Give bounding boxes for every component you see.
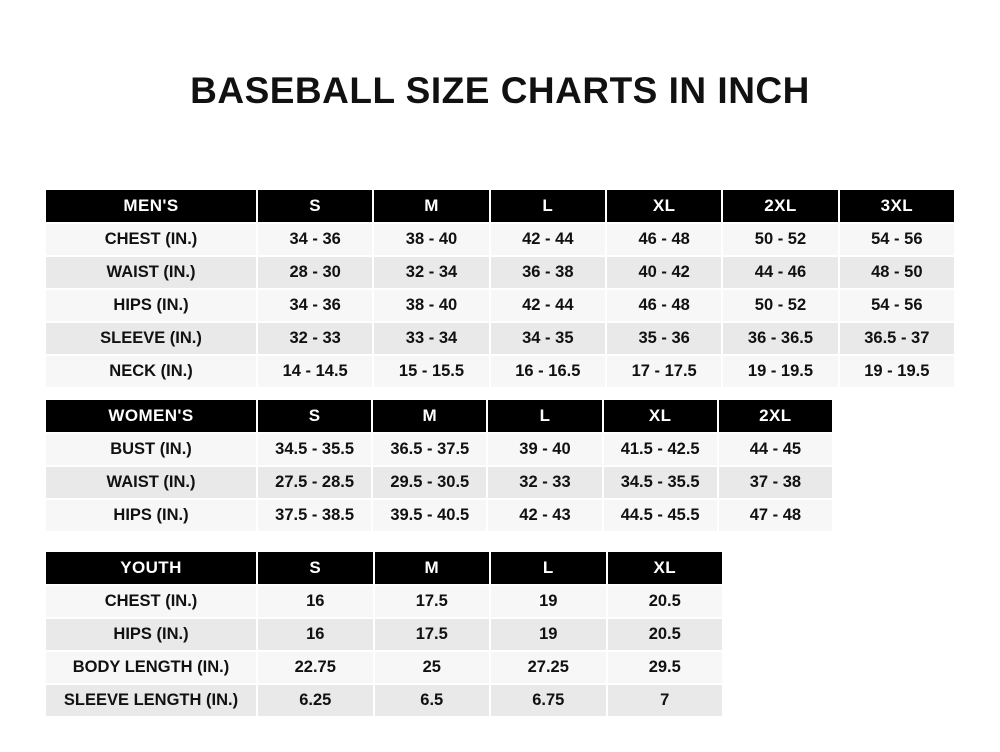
table-cell: 54 - 56 xyxy=(839,289,955,322)
table-cell: 19 xyxy=(490,618,607,651)
table-cell: 42 - 43 xyxy=(487,499,602,532)
table-cell: 35 - 36 xyxy=(606,322,722,355)
column-header: MEN'S xyxy=(45,189,257,223)
table-cell: 20.5 xyxy=(607,618,724,651)
table-cell: 22.75 xyxy=(257,651,374,684)
table-cell: 40 - 42 xyxy=(606,256,722,289)
table-cell: 39 - 40 xyxy=(487,433,602,466)
table-cell: 16 - 16.5 xyxy=(490,355,606,388)
table-cell: 46 - 48 xyxy=(606,289,722,322)
column-header: M xyxy=(374,551,491,585)
table-cell: 50 - 52 xyxy=(722,223,838,256)
table-cell: 27.25 xyxy=(490,651,607,684)
table-cell: 16 xyxy=(257,585,374,618)
table-cell: 32 - 34 xyxy=(373,256,489,289)
column-header: XL xyxy=(603,399,718,433)
column-header: S xyxy=(257,189,373,223)
table-row xyxy=(45,322,955,355)
table-cell: 14 - 14.5 xyxy=(257,355,373,388)
womens-size-table-container xyxy=(44,398,834,533)
mens-size-table xyxy=(44,188,956,389)
table-cell: 17.5 xyxy=(374,585,491,618)
column-header: L xyxy=(487,399,602,433)
youth-size-table-container xyxy=(44,550,724,718)
table-cell: 36 - 36.5 xyxy=(722,322,838,355)
table-header-row xyxy=(45,399,833,433)
table-cell: 16 xyxy=(257,618,374,651)
table-row xyxy=(45,466,833,499)
table-cell: 6.5 xyxy=(374,684,491,717)
row-label: BODY LENGTH (IN.) xyxy=(45,651,257,684)
table-cell: 34 - 35 xyxy=(490,322,606,355)
table-row xyxy=(45,585,723,618)
table-cell: 29.5 - 30.5 xyxy=(372,466,487,499)
column-header: XL xyxy=(607,551,724,585)
table-cell: 34 - 36 xyxy=(257,289,373,322)
table-cell: 6.75 xyxy=(490,684,607,717)
table-row xyxy=(45,499,833,532)
table-row xyxy=(45,684,723,717)
table-cell: 15 - 15.5 xyxy=(373,355,489,388)
table-cell: 6.25 xyxy=(257,684,374,717)
row-label: SLEEVE LENGTH (IN.) xyxy=(45,684,257,717)
table-cell: 29.5 xyxy=(607,651,724,684)
table-cell: 47 - 48 xyxy=(718,499,833,532)
table-cell: 34.5 - 35.5 xyxy=(603,466,718,499)
table-row xyxy=(45,651,723,684)
column-header: S xyxy=(257,551,374,585)
table-cell: 27.5 - 28.5 xyxy=(257,466,372,499)
column-header: 3XL xyxy=(839,189,955,223)
mens-size-table-container xyxy=(44,188,956,389)
row-label: CHEST (IN.) xyxy=(45,585,257,618)
row-label: HIPS (IN.) xyxy=(45,499,257,532)
table-cell: 25 xyxy=(374,651,491,684)
table-cell: 36.5 - 37 xyxy=(839,322,955,355)
table-cell: 39.5 - 40.5 xyxy=(372,499,487,532)
column-header: M xyxy=(372,399,487,433)
table-header-row xyxy=(45,189,955,223)
row-label: NECK (IN.) xyxy=(45,355,257,388)
table-cell: 44 - 46 xyxy=(722,256,838,289)
table-header-row xyxy=(45,551,723,585)
youth-size-table xyxy=(44,550,724,718)
column-header: M xyxy=(373,189,489,223)
column-header: WOMEN'S xyxy=(45,399,257,433)
table-cell: 37.5 - 38.5 xyxy=(257,499,372,532)
row-label: WAIST (IN.) xyxy=(45,466,257,499)
womens-size-table xyxy=(44,398,834,533)
table-cell: 42 - 44 xyxy=(490,223,606,256)
table-row xyxy=(45,433,833,466)
table-cell: 36 - 38 xyxy=(490,256,606,289)
table-cell: 41.5 - 42.5 xyxy=(603,433,718,466)
table-cell: 17 - 17.5 xyxy=(606,355,722,388)
table-cell: 17.5 xyxy=(374,618,491,651)
row-label: SLEEVE (IN.) xyxy=(45,322,257,355)
table-cell: 38 - 40 xyxy=(373,223,489,256)
column-header: 2XL xyxy=(718,399,833,433)
table-cell: 54 - 56 xyxy=(839,223,955,256)
table-row xyxy=(45,256,955,289)
table-cell: 37 - 38 xyxy=(718,466,833,499)
table-cell: 34.5 - 35.5 xyxy=(257,433,372,466)
table-cell: 19 xyxy=(490,585,607,618)
table-row xyxy=(45,289,955,322)
table-cell: 7 xyxy=(607,684,724,717)
row-label: WAIST (IN.) xyxy=(45,256,257,289)
table-cell: 36.5 - 37.5 xyxy=(372,433,487,466)
table-row xyxy=(45,618,723,651)
table-cell: 44.5 - 45.5 xyxy=(603,499,718,532)
table-cell: 19 - 19.5 xyxy=(722,355,838,388)
table-cell: 44 - 45 xyxy=(718,433,833,466)
table-cell: 19 - 19.5 xyxy=(839,355,955,388)
column-header: L xyxy=(490,189,606,223)
table-row xyxy=(45,355,955,388)
table-cell: 33 - 34 xyxy=(373,322,489,355)
table-cell: 42 - 44 xyxy=(490,289,606,322)
column-header: S xyxy=(257,399,372,433)
table-cell: 48 - 50 xyxy=(839,256,955,289)
column-header: XL xyxy=(606,189,722,223)
column-header: 2XL xyxy=(722,189,838,223)
column-header: L xyxy=(490,551,607,585)
page-title: BASEBALL SIZE CHARTS IN INCH xyxy=(190,70,810,111)
row-label: CHEST (IN.) xyxy=(45,223,257,256)
table-row xyxy=(45,223,955,256)
table-cell: 34 - 36 xyxy=(257,223,373,256)
table-cell: 28 - 30 xyxy=(257,256,373,289)
table-cell: 20.5 xyxy=(607,585,724,618)
table-cell: 32 - 33 xyxy=(487,466,602,499)
table-cell: 50 - 52 xyxy=(722,289,838,322)
column-header: YOUTH xyxy=(45,551,257,585)
table-cell: 32 - 33 xyxy=(257,322,373,355)
table-cell: 38 - 40 xyxy=(373,289,489,322)
table-cell: 46 - 48 xyxy=(606,223,722,256)
row-label: BUST (IN.) xyxy=(45,433,257,466)
row-label: HIPS (IN.) xyxy=(45,618,257,651)
row-label: HIPS (IN.) xyxy=(45,289,257,322)
